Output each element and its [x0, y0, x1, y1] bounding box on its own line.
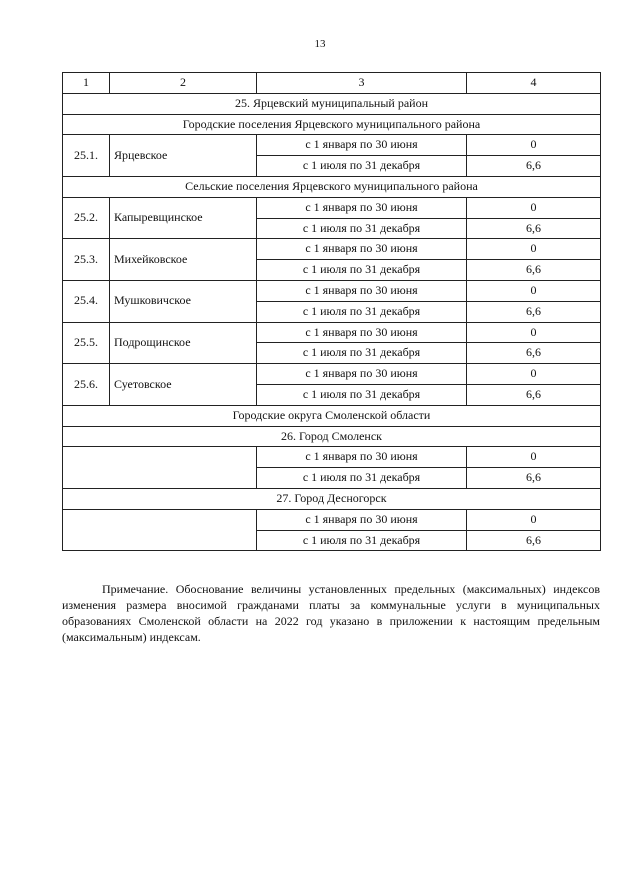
- section-row: [63, 426, 601, 447]
- settlement-name: Капыревщинское: [110, 197, 257, 239]
- settlement-name: Подрощинское: [110, 322, 257, 364]
- row-number: 25.2.: [63, 197, 110, 239]
- page-number: 13: [314, 38, 326, 50]
- table-row: [63, 197, 601, 218]
- empty-cell: [63, 447, 257, 489]
- period-cell: с 1 июля по 31 декабря: [257, 530, 467, 551]
- section-row: [63, 405, 601, 426]
- column-header: 4: [467, 73, 601, 94]
- settlement-name: Ярцевское: [110, 135, 257, 177]
- value-cell: 0: [467, 197, 601, 218]
- period-cell: с 1 января по 30 июня: [257, 135, 467, 156]
- value-cell: 6,6: [467, 530, 601, 551]
- table-row: [63, 509, 601, 530]
- period-cell: с 1 июля по 31 декабря: [257, 260, 467, 281]
- period-cell: с 1 июля по 31 декабря: [257, 384, 467, 405]
- period-cell: с 1 июля по 31 декабря: [257, 468, 467, 489]
- period-cell: с 1 июля по 31 декабря: [257, 343, 467, 364]
- period-cell: с 1 января по 30 июня: [257, 280, 467, 301]
- period-cell: с 1 января по 30 июня: [257, 197, 467, 218]
- period-cell: с 1 января по 30 июня: [257, 364, 467, 385]
- value-cell: 0: [467, 135, 601, 156]
- row-number: 25.4.: [63, 280, 110, 322]
- value-cell: 6,6: [467, 260, 601, 281]
- settlement-name: Михейковское: [110, 239, 257, 281]
- section-title: Городские округа Смоленской области: [63, 405, 601, 426]
- column-header: 2: [110, 73, 257, 94]
- value-cell: 0: [467, 364, 601, 385]
- section-row: [63, 114, 601, 135]
- period-cell: с 1 января по 30 июня: [257, 239, 467, 260]
- footnote: Примечание. Обоснование величины установленных предельных (максимальных) индексов изменения размера вносимой гражданами платы за коммунальные услуги в муниципальных образованиях Смоленской области на 2022 год указано в приложении к настоящим предельным (максимальным) индексам.: [62, 582, 600, 644]
- row-number: 25.1.: [63, 135, 110, 177]
- period-cell: с 1 июля по 31 декабря: [257, 156, 467, 177]
- value-cell: 0: [467, 509, 601, 530]
- table-row: [63, 239, 601, 260]
- section-row: [63, 93, 601, 114]
- period-cell: с 1 января по 30 июня: [257, 509, 467, 530]
- column-header: 1: [63, 73, 110, 94]
- section-title: 26. Город Смоленск: [63, 426, 601, 447]
- value-cell: 6,6: [467, 384, 601, 405]
- value-cell: 0: [467, 280, 601, 301]
- value-cell: 6,6: [467, 218, 601, 239]
- settlement-name: Суетовское: [110, 364, 257, 406]
- table-row: [63, 280, 601, 301]
- row-number: 25.3.: [63, 239, 110, 281]
- section-row: [63, 488, 601, 509]
- section-title: Сельские поселения Ярцевского муниципального района: [63, 176, 601, 197]
- header-row: [63, 73, 601, 94]
- indices-table: [62, 72, 601, 551]
- table-row: [63, 135, 601, 156]
- table-row: [63, 447, 601, 468]
- section-title: Городские поселения Ярцевского муниципального района: [63, 114, 601, 135]
- period-cell: с 1 января по 30 июня: [257, 322, 467, 343]
- table-row: [63, 322, 601, 343]
- section-title: 25. Ярцевский муниципальный район: [63, 93, 601, 114]
- value-cell: 6,6: [467, 468, 601, 489]
- value-cell: 6,6: [467, 301, 601, 322]
- value-cell: 6,6: [467, 156, 601, 177]
- empty-cell: [63, 509, 257, 551]
- column-header: 3: [257, 73, 467, 94]
- value-cell: 0: [467, 447, 601, 468]
- table-row: [63, 364, 601, 385]
- value-cell: 6,6: [467, 343, 601, 364]
- row-number: 25.5.: [63, 322, 110, 364]
- period-cell: с 1 июля по 31 декабря: [257, 301, 467, 322]
- period-cell: с 1 января по 30 июня: [257, 447, 467, 468]
- row-number: 25.6.: [63, 364, 110, 406]
- section-row: [63, 176, 601, 197]
- period-cell: с 1 июля по 31 декабря: [257, 218, 467, 239]
- settlement-name: Мушковичское: [110, 280, 257, 322]
- section-title: 27. Город Десногорск: [63, 488, 601, 509]
- value-cell: 0: [467, 322, 601, 343]
- value-cell: 0: [467, 239, 601, 260]
